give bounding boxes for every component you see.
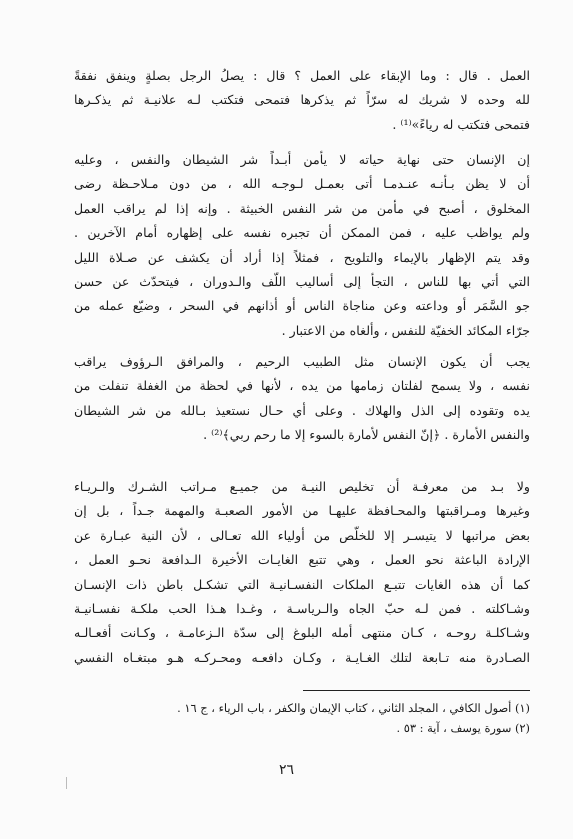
text-line: الإرادة الباعثة نحو العمل ، وهي تتبع الغايـات الأخيرة الـدافعة نحـو العمل ، [74,552,530,568]
text-line: نفسه ، ولا يسمح لفلتان زمامها من يده ، لأنها في لحظة من الغفلة تنفلت من [74,378,530,394]
text-line: لله وحده لا شريك له سرّاً ثم يذكرها فتمحى فتكتب لـه علانيـة ثم يذكـرها [74,92,530,108]
paragraph-1 [74,64,530,137]
text-line: وغيرها ومـراقبتها والمحـافظة عليهـا من الأمور الصعبـة والمهمة جـداً ، بل إن [74,503,530,519]
text-line: العمل . قال : وما الإبقاء على العمل ؟ قال : يصلُ الرجل بصلةٍ وينفق نفقةً [74,68,530,83]
text-line: بعض مراتبها لا يتيسـر إلا للخلّص من أولياء الله تعـالى ، لأن النية عبـارة عن [74,527,530,543]
footnote-1: (١) أصول الكافي ، المجلد الثاني ، كتاب الإيمان والكفر ، باب الرياء ، ج ١٦ . [177,701,530,715]
text-line: وشـاكلته . فمن لـه حبّ الجاه والـرياسـة ، وغـدا هـذا الحب ملكـة نفسـانيـة [74,600,530,616]
text-line: ولم يواظب عليه ، فمن الممكن أن تجبره نفسه على إظهاره أمام الآخرين . [74,225,530,241]
text-line: يجب أن يكون الإنسان مثل الطبيب الرحيم ، والمرافق الـرؤوف يراقب [74,354,530,369]
text-line: وشـاكلـة روحـه ، كـان منتهى أمله البلوغ إلى سدّة الـزعامـة ، وكـانت أفعـالـه [74,625,530,641]
page-number: ٢٦ [278,762,295,778]
text-line: ولا بـد من معرفـة أن تخليص النيـة من جميـع مـراتب الشـرك والـريـاء [74,479,530,494]
text-line: يده وتقوده إلى الذل والهلاك . وعلى أي حـال نستعيذ بـالله من شر الشيطان [74,402,530,418]
paragraph-3 [74,350,530,448]
footnote-separator [303,690,530,691]
text-line: فتمحى فتكتب له رياءً»⁽¹⁾ . [392,116,530,132]
text-line: الصـادرة منه تـابعة لتلك الغـايـة ، وكـان دافعـه ومحـركـه هـو مبتغـاه النفسي [74,649,530,665]
text-line: المخلوق ، أصبح في مأمن من شر النفس الخبيثة . وإنه إذا لم يراقب العمل [74,200,530,216]
text-line: والنفس الأمارة . ﴿إنّ النفس لأمارة بالسوء إلا ما رحم ربي﴾⁽²⁾ . [203,427,530,443]
footnote-2: (٢) سورة يوسف ، آية : ٥٣ . [396,721,530,735]
text-line: التي أتي بها للناس ، التجأ إلى أساليب اللّف والـدوران ، فيتحدّث عن حسن [74,273,530,289]
paragraph-2 [74,148,530,343]
text-line: جو السَّمَر أو وداعته وعن مناجاة الناس أو أذانهم في السحر ، وضيّع عمله من [74,298,530,314]
text-line: أن لا يظن بـأنـه عنـدمـا أتى بعمـل لـوجـه الله ، من دون مـلاحـظة رضى [74,176,530,192]
paragraph-4 [74,475,530,670]
scan-edge-mark [66,777,67,789]
text-line: جرّاء المكائد الخفيّة للنفس ، وألغاه من الاعتبار . [281,322,530,338]
text-line: كما أن هذه الغايات تتبـع الملكات النفسـانيـة التي تشكـل باطن ذات الإنسـان [74,576,530,592]
text-line: وقد يتم الإظهار بالإيماء والتلويح ، فمثلاً إذا أراد أن يكشف عن صـلاة الليل [74,249,530,265]
text-line: إن الإنسان حتى نهاية حياته لا يأمن أبـداً شر الشيطان والنفس ، وعليه [74,152,530,167]
